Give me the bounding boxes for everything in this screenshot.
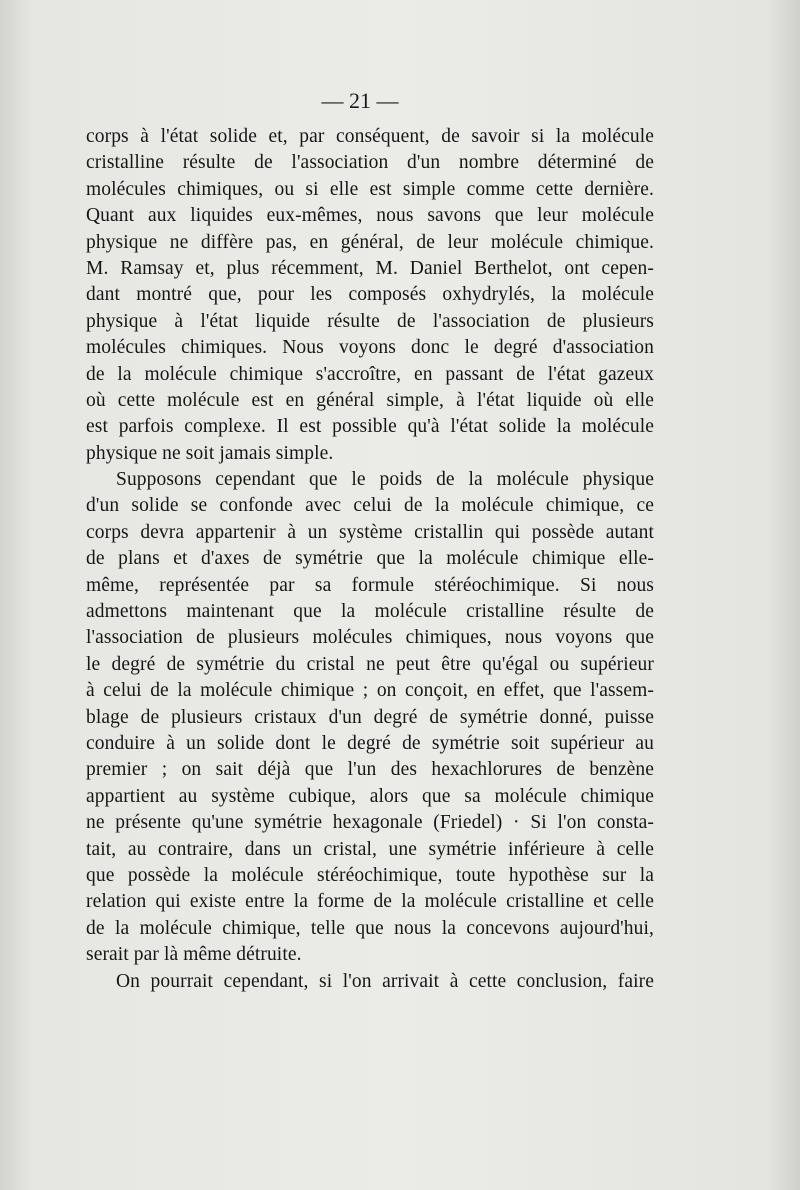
text-line: de la molécule chimique s'accroître, en passant de l'état gazeux — [86, 363, 654, 385]
text-line: On pourrait cependant, si l'on arrivait à cette conclusion, faire — [116, 970, 654, 992]
text-line: conduire à un solide dont le degré de symétrie soit supérieur au — [86, 732, 654, 754]
text-line: ne présente qu'une symétrie hexagonale (Friedel) · Si l'on consta- — [86, 812, 654, 834]
text-line: l'association de plusieurs molécules chimiques, nous voyons que — [86, 627, 654, 649]
text-line: relation qui existe entre la forme de la molécule cristalline et celle — [86, 891, 654, 913]
text-line: à celui de la molécule chimique ; on conçoit, en effet, que l'assem- — [86, 680, 654, 702]
text-line: molécules chimiques. Nous voyons donc le degré d'association — [86, 337, 654, 359]
text-line: corps à l'état solide et, par conséquent, de savoir si la molécule — [86, 126, 654, 147]
text-line: d'un solide se confonde avec celui de la molécule chimique, ce — [86, 495, 654, 517]
text-line: même, représentée par sa formule stéréochimique. Si nous — [86, 574, 654, 596]
text-line: où cette molécule est en général simple, à l'état liquide où elle — [86, 389, 654, 411]
text-line: physique à l'état liquide résulte de l'association de plusieurs — [86, 310, 654, 332]
text-line: serait par là même détruite. — [86, 944, 302, 966]
page-body-text — [86, 124, 654, 995]
text-line: de plans et d'axes de symétrie que la molécule chimique elle- — [86, 548, 654, 570]
paragraph — [86, 467, 654, 968]
text-line: que possède la molécule stéréochimique, toute hypothèse sur la — [86, 864, 654, 886]
text-line: de la molécule chimique, telle que nous la concevons aujourd'hui, — [86, 917, 654, 939]
text-line: tait, au contraire, dans un cristal, une symétrie inférieure à celle — [86, 838, 654, 860]
text-line: molécules chimiques, ou si elle est simple comme cette dernière. — [86, 178, 654, 200]
page-number: — 21 — — [321, 88, 399, 113]
text-line: corps devra appartenir à un système cristallin qui possède autant — [86, 521, 654, 543]
text-line: Quant aux liquides eux-mêmes, nous savons que leur molécule — [86, 205, 654, 227]
text-line: physique ne soit jamais simple. — [86, 442, 334, 464]
text-line: est parfois complexe. Il est possible qu'à l'état solide la molécule — [86, 416, 654, 438]
text-line: cristalline résulte de l'association d'un nombre déterminé de — [86, 152, 654, 174]
text-line: M. Ramsay et, plus récemment, M. Daniel Berthelot, ont cepen- — [86, 257, 654, 279]
text-line: admettons maintenant que la molécule cristalline résulte de — [86, 601, 654, 623]
text-line: physique ne diffère pas, en général, de leur molécule chimique. — [86, 231, 654, 253]
text-line: dant montré que, pour les composés oxhydrylés, la molécule — [86, 284, 654, 306]
text-line: appartient au système cubique, alors que sa molécule chimique — [86, 785, 654, 807]
text-line: le degré de symétrie du cristal ne peut être qu'égal ou supérieur — [86, 653, 654, 675]
paragraph — [86, 124, 654, 467]
text-line: premier ; on sait déjà que l'un des hexachlorures de benzène — [86, 759, 654, 781]
text-line: blage de plusieurs cristaux d'un degré de symétrie donné, puisse — [86, 706, 654, 728]
text-line: Supposons cependant que le poids de la molécule physique — [116, 469, 654, 491]
paragraph — [86, 969, 654, 995]
